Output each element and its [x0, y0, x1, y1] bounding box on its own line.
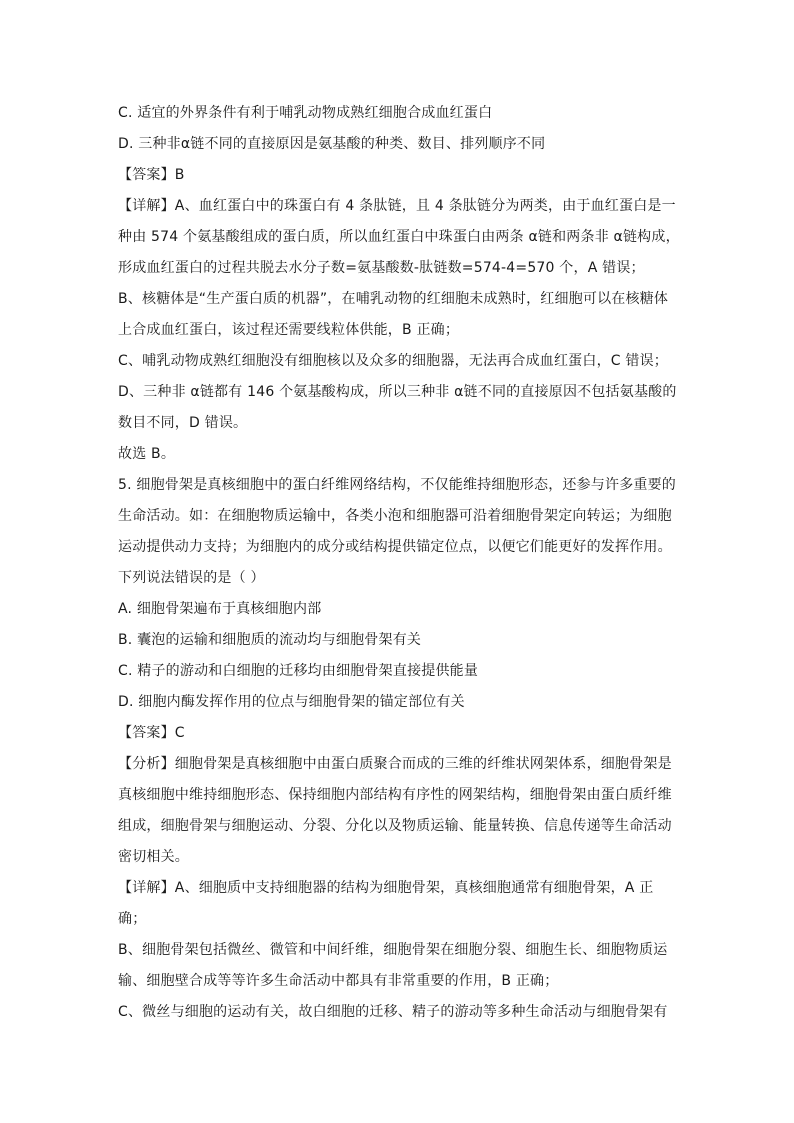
explanation-line: 【详解】A、血红蛋白中的珠蛋白有 4 条肽链，且 4 条肽链分为两类，由于血红蛋白是一 [118, 198, 676, 214]
explanation-line: 上合成血红蛋白，该过程还需要线粒体供能，B 正确； [118, 322, 460, 338]
explanation-line: C、哺乳动物成熟红细胞没有细胞核以及众多的细胞器，无法再合成血红蛋白，C 错误； [118, 353, 668, 369]
explanation-line: B、核糖体是“生产蛋白质的机器”，在哺乳动物的红细胞未成熟时，红细胞可以在核糖体 [118, 291, 669, 307]
analysis-line: 【分析】细胞骨架是真核细胞中由蛋白质聚合而成的三维的纤维状网架体系，细胞骨架是 [118, 756, 672, 772]
conclusion-line: 故选 B。 [118, 446, 176, 462]
analysis-line: 组成，细胞骨架与细胞运动、分裂、分化以及物质运输、能量转换、信息传递等生命活动 [118, 818, 672, 834]
explanation-line: 【详解】A、细胞质中支持细胞器的结构为细胞骨架，真核细胞通常有细胞骨架，A 正 [118, 880, 654, 896]
analysis-line: 密切相关。 [118, 849, 189, 865]
option-a-line: A. 细胞骨架遍布于真核细胞内部 [118, 601, 322, 617]
explanation-line: 种由 574 个氨基酸组成的蛋白质，所以血红蛋白中珠蛋白由两条 α链和两条非 α链构成， [118, 229, 680, 245]
option-d-line: D. 三种非α链不同的直接原因是氨基酸的种类、数目、排列顺序不同 [118, 136, 546, 152]
option-c-line: C. 适宜的外界条件有利于哺乳动物成熟红细胞合成血红蛋白 [118, 105, 493, 121]
document-body [118, 100, 678, 1030]
answer-line: 【答案】C [118, 725, 185, 741]
question-stem-line: 下列说法错误的是（ ） [118, 570, 265, 586]
question-stem-line: 5. 细胞骨架是真核细胞中的蛋白纤维网络结构，不仅能维持细胞形态，还参与许多重要的 [118, 477, 677, 493]
question-stem-line: 生命活动。如：在细胞物质运输中，各类小泡和细胞器可沿着细胞骨架定向转运；为细胞 [118, 508, 672, 524]
question-stem-line: 运动提供动力支持；为细胞内的成分或结构提供锚定位点，以便它们能更好的发挥作用。 [118, 539, 672, 555]
explanation-line: 形成血红蛋白的过程共脱去水分子数=氨基酸数-肽链数=574-4=570 个，A 错误； [118, 260, 645, 276]
explanation-line: B、细胞骨架包括微丝、微管和中间纤维，细胞骨架在细胞分裂、细胞生长、细胞物质运 [118, 942, 668, 958]
explanation-line: 输、细胞壁合成等等许多生命活动中都具有非常重要的作用，B 正确； [118, 973, 559, 989]
explanation-line: 数目不同，D 错误。 [118, 415, 248, 431]
option-c-line: C. 精子的游动和白细胞的迁移均由细胞骨架直接提供能量 [118, 663, 479, 679]
option-d-line: D. 细胞内酶发挥作用的位点与细胞骨架的锚定部位有关 [118, 694, 465, 710]
answer-line: 【答案】B [118, 167, 185, 183]
option-b-line: B. 囊泡的运输和细胞质的流动均与细胞骨架有关 [118, 632, 422, 648]
explanation-line: C、微丝与细胞的运动有关，故白细胞的迁移、精子的游动等多种生命活动与细胞骨架有 [118, 1004, 668, 1020]
explanation-line: D、三种非 α链都有 146 个氨基酸构成，所以三种非 α链不同的直接原因不包括氨基酸的 [118, 384, 677, 400]
analysis-line: 真核细胞中维持细胞形态、保持细胞内部结构有序性的网架结构，细胞骨架由蛋白质纤维 [118, 787, 672, 803]
explanation-line: 确； [118, 911, 147, 927]
